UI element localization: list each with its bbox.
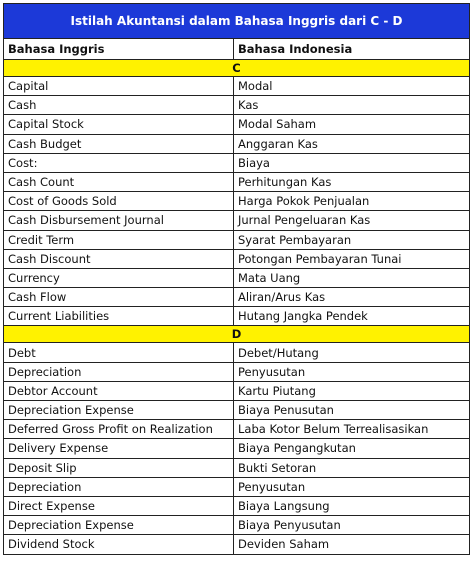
- term-indonesian: Biaya: [234, 153, 470, 172]
- term-english: Capital: [4, 77, 234, 96]
- table-row: [4, 516, 470, 535]
- term-indonesian: Perhitungan Kas: [234, 172, 470, 191]
- table-row: [4, 307, 470, 326]
- term-indonesian: Debet/Hutang: [234, 343, 470, 362]
- table-body: [4, 60, 470, 555]
- term-english: Depreciation: [4, 477, 234, 496]
- term-indonesian: Laba Kotor Belum Terrealisasikan: [234, 420, 470, 439]
- table-row: [4, 211, 470, 230]
- term-english: Dividend Stock: [4, 535, 234, 554]
- term-english: Cash Discount: [4, 249, 234, 268]
- table-title: Istilah Akuntansi dalam Bahasa Inggris dari C - D: [4, 4, 470, 39]
- term-english: Cash Budget: [4, 134, 234, 153]
- term-indonesian: Hutang Jangka Pendek: [234, 307, 470, 326]
- section-header-row: [4, 326, 470, 343]
- term-english: Depreciation: [4, 362, 234, 381]
- term-english: Depreciation Expense: [4, 516, 234, 535]
- term-indonesian: Modal Saham: [234, 115, 470, 134]
- term-indonesian: Biaya Langsung: [234, 496, 470, 515]
- table-row: [4, 343, 470, 362]
- table-row: [4, 401, 470, 420]
- table-row: [4, 535, 470, 554]
- table-row: [4, 458, 470, 477]
- section-letter: D: [4, 326, 470, 343]
- term-english: Cash Count: [4, 172, 234, 191]
- table-row: [4, 477, 470, 496]
- table-row: [4, 192, 470, 211]
- title-row: [4, 4, 470, 39]
- term-english: Cash Flow: [4, 288, 234, 307]
- section-letter: C: [4, 60, 470, 77]
- term-indonesian: Anggaran Kas: [234, 134, 470, 153]
- table-row: [4, 496, 470, 515]
- table-row: [4, 115, 470, 134]
- term-indonesian: Harga Pokok Penjualan: [234, 192, 470, 211]
- term-english: Cash: [4, 96, 234, 115]
- glossary-container: [3, 3, 469, 555]
- term-indonesian: Kartu Piutang: [234, 381, 470, 400]
- term-english: Depreciation Expense: [4, 401, 234, 420]
- term-english: Cost of Goods Sold: [4, 192, 234, 211]
- term-indonesian: Potongan Pembayaran Tunai: [234, 249, 470, 268]
- term-english: Cash Disbursement Journal: [4, 211, 234, 230]
- term-indonesian: Syarat Pembayaran: [234, 230, 470, 249]
- term-english: Delivery Expense: [4, 439, 234, 458]
- term-english: Current Liabilities: [4, 307, 234, 326]
- term-indonesian: Aliran/Arus Kas: [234, 288, 470, 307]
- table-row: [4, 77, 470, 96]
- term-indonesian: Penyusutan: [234, 362, 470, 381]
- term-english: Direct Expense: [4, 496, 234, 515]
- term-indonesian: Mata Uang: [234, 268, 470, 287]
- term-indonesian: Biaya Pengangkutan: [234, 439, 470, 458]
- term-english: Debtor Account: [4, 381, 234, 400]
- term-english: Capital Stock: [4, 115, 234, 134]
- term-english: Cost:: [4, 153, 234, 172]
- term-indonesian: Jurnal Pengeluaran Kas: [234, 211, 470, 230]
- section-header-row: [4, 60, 470, 77]
- header-row: [4, 39, 470, 60]
- term-english: Debt: [4, 343, 234, 362]
- table-row: [4, 172, 470, 191]
- term-indonesian: Bukti Setoran: [234, 458, 470, 477]
- term-indonesian: Deviden Saham: [234, 535, 470, 554]
- table-row: [4, 381, 470, 400]
- table-row: [4, 249, 470, 268]
- table-row: [4, 134, 470, 153]
- term-english: Currency: [4, 268, 234, 287]
- table-row: [4, 96, 470, 115]
- term-english: Deposit Slip: [4, 458, 234, 477]
- table-row: [4, 439, 470, 458]
- term-indonesian: Penyusutan: [234, 477, 470, 496]
- column-header-english: Bahasa Inggris: [4, 39, 234, 60]
- table-row: [4, 288, 470, 307]
- table-row: [4, 420, 470, 439]
- term-indonesian: Kas: [234, 96, 470, 115]
- term-indonesian: Modal: [234, 77, 470, 96]
- table-row: [4, 362, 470, 381]
- term-indonesian: Biaya Penusutan: [234, 401, 470, 420]
- term-english: Deferred Gross Profit on Realization: [4, 420, 234, 439]
- term-english: Credit Term: [4, 230, 234, 249]
- table-row: [4, 153, 470, 172]
- term-indonesian: Biaya Penyusutan: [234, 516, 470, 535]
- table-row: [4, 230, 470, 249]
- table-row: [4, 268, 470, 287]
- column-header-indonesian: Bahasa Indonesia: [234, 39, 470, 60]
- glossary-table: [3, 3, 470, 555]
